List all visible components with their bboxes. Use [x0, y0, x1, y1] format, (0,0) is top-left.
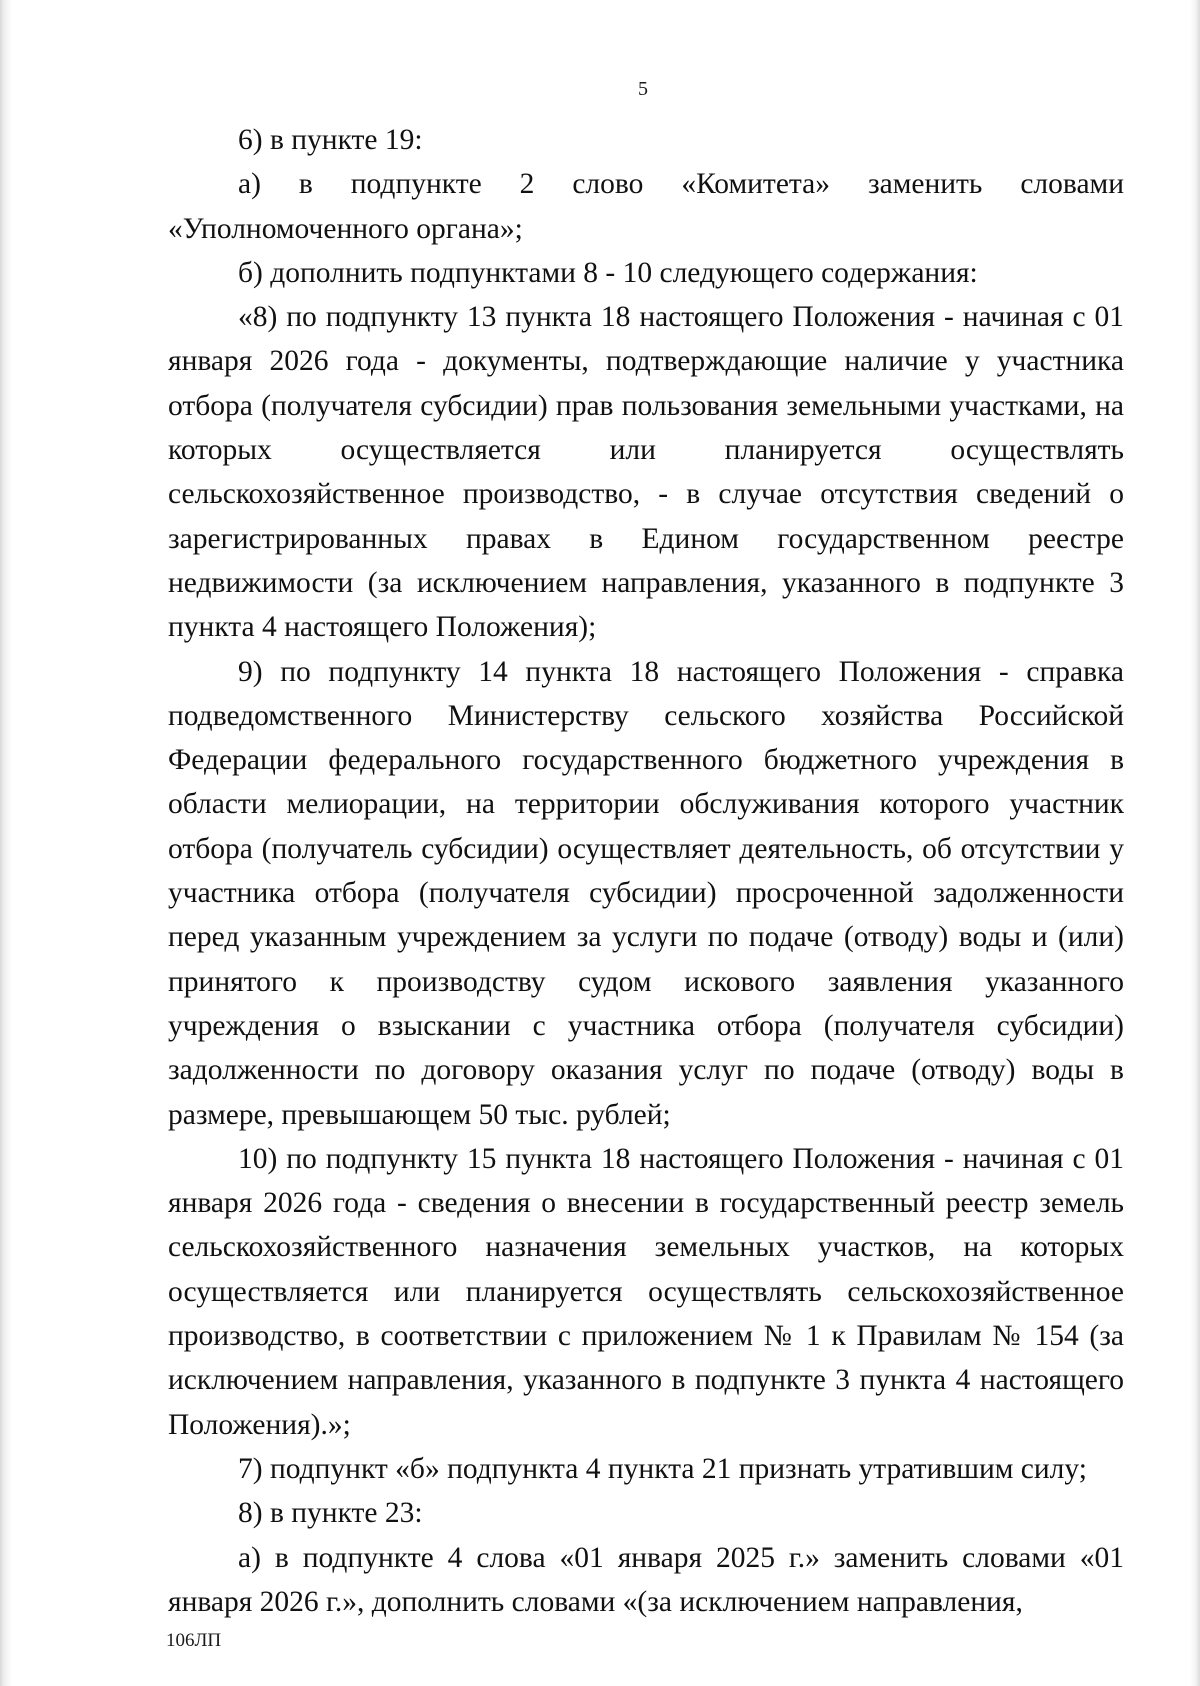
paragraph-item-7: 7) подпункт «б» подпункта 4 пункта 21 признать утратившим силу; [238, 1452, 1087, 1485]
scan-edge-left [0, 0, 12, 1686]
document-code: 106ЛП [166, 1630, 222, 1651]
page-number: 5 [638, 78, 648, 100]
document-body [168, 118, 1124, 1624]
paragraph-subpoint-9: 9) по подпункту 14 пункта 18 настоящего Положения - справка подведомственного Министерству сельского хозяйства Российской Федерации федерального государственного бюджетного учреждения в области мелиорации, на территории обслуживания которого участник отбора (получатель субсидии) осуществляет деятельность, об отсутствии у участника отбора (получателя субсидии) просроченной задолженности перед указанным учреждением за услуги по подаче (отводу) воды и (или) принятого к производству судом искового заявления указанного учреждения о взыскании с участника отбора (получателя субсидии) задолженности по договору оказания услуг по подаче (отводу) воды в размере, превышающем 50 тыс. рублей; [168, 655, 1124, 1131]
paragraph-subpoint-10: 10) по подпункту 15 пункта 18 настоящего Положения - начиная с 01 января 2026 года - сведения о внесении в государственный реестр земель сельскохозяйственного назначения земельных участков, на которых осуществляется или планируется осуществлять сельскохозяйственное производство, в соответствии с приложением № 1 к Правилам № 154 (за исключением направления, указанного в подпункте 3 пункта 4 настоящего Положения).»; [168, 1142, 1124, 1441]
paragraph-subpoint-8: «8) по подпункту 13 пункта 18 настоящего Положения - начиная с 01 января 2026 года - документы, подтверждающие наличие у участника отбора (получателя субсидии) прав пользования земельными участками, на которых осуществляется или планируется осуществлять сельскохозяйственное производство, - в случае отсутствия сведений о зарегистрированных правах в Едином государственном реестре недвижимости (за исключением направления, указанного в подпункте 3 пункта 4 настоящего Положения); [168, 301, 1124, 644]
scan-edge-right [1190, 0, 1200, 1686]
paragraph-item-8-subitem-a: а) в подпункте 4 слова «01 января 2025 г.» заменить словами «01 января 2026 г.», дополнить словами «(за исключением направления, [168, 1541, 1124, 1618]
paragraph-item-8: 8) в пункте 23: [238, 1497, 423, 1530]
paragraph-item-6: 6) в пункте 19: [238, 124, 423, 156]
paragraph-subitem-a: а) в подпункте 2 слово «Комитета» заменить словами «Уполномоченного органа»; [168, 168, 1124, 245]
paragraph-subitem-b: б) дополнить подпунктами 8 - 10 следующего содержания: [238, 256, 978, 289]
